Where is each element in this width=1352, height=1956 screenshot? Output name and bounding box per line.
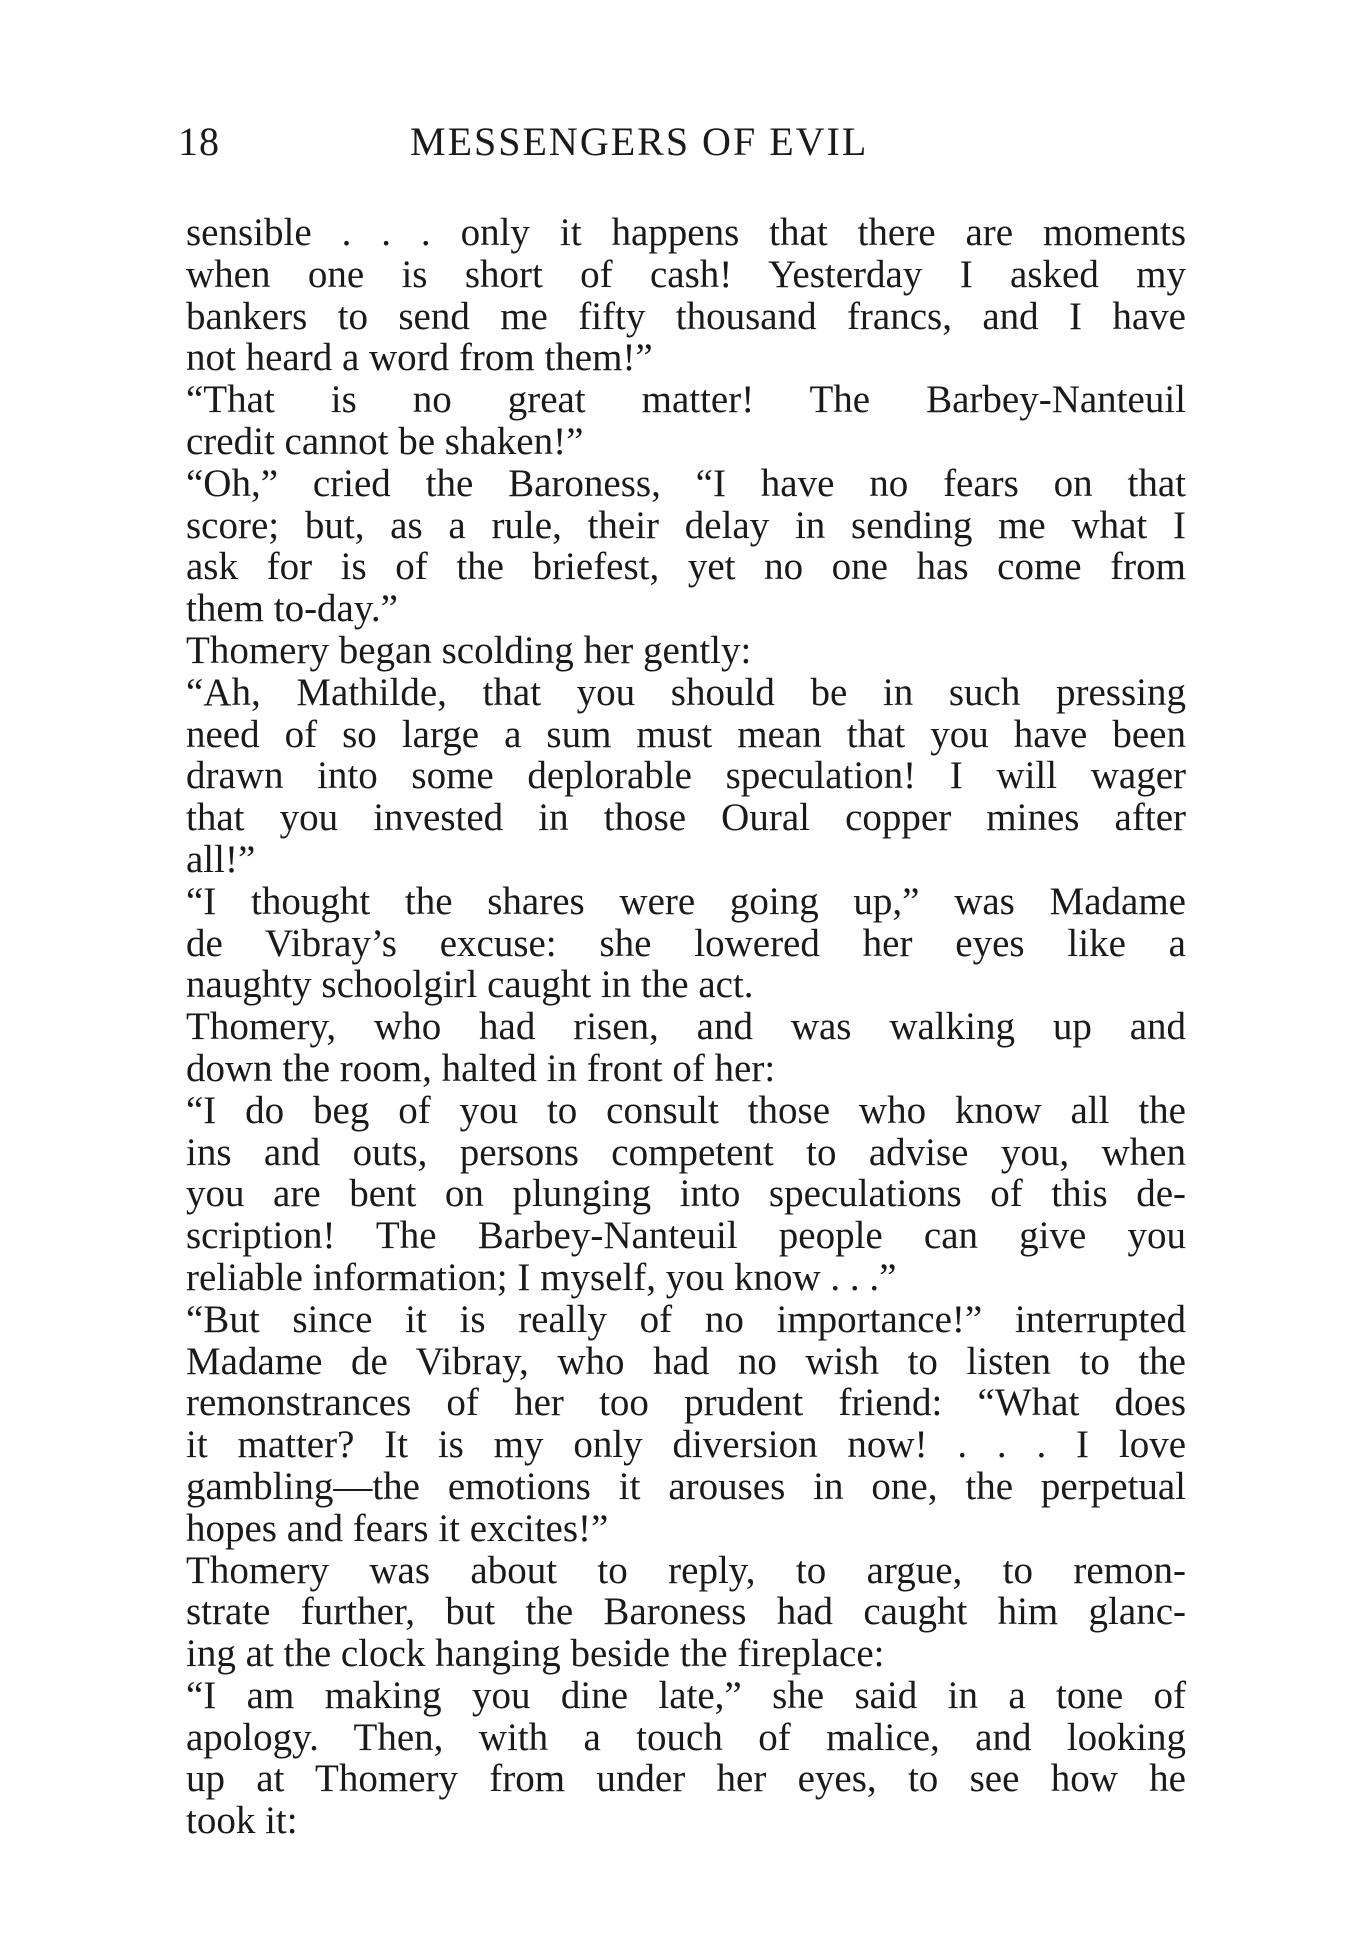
text-line: “Ah, Mathilde, that you should be in such pressing [186, 670, 1186, 714]
text-line: scription! The Barbey-Nanteuil people can give you [186, 1214, 1186, 1258]
running-title: MESSENGERS OF EVIL [410, 119, 869, 164]
text-line: not heard a word from them!” [186, 336, 653, 380]
text-line: down the room, halted in front of her: [186, 1046, 776, 1090]
text-line: drawn into some deplorable speculation! I will wager [186, 754, 1186, 798]
body-text [186, 212, 1186, 1842]
text-line: when one is short of cash! Yesterday I asked my [186, 252, 1186, 296]
text-line: “I am making you dine late,” she said in a tone of [186, 1673, 1186, 1717]
text-line: “I thought the shares were going up,” was Madame [186, 879, 1186, 923]
text-line: Thomery was about to reply, to argue, to remon- [186, 1548, 1186, 1592]
text-line: them to-day.” [186, 587, 398, 631]
text-line: Madame de Vibray, who had no wish to listen to the [186, 1339, 1186, 1383]
text-line: “Oh,” cried the Baroness, “I have no fears on that [186, 461, 1186, 505]
text-line: naughty schoolgirl caught in the act. [186, 963, 754, 1007]
text-line: hopes and fears it excites!” [186, 1506, 609, 1550]
text-line: ins and outs, persons competent to advise you, when [186, 1130, 1186, 1174]
text-line: “That is no great matter! The Barbey-Nanteuil [186, 378, 1186, 422]
text-line: “But since it is really of no importance!” interrupted [186, 1297, 1186, 1341]
text-line: credit cannot be shaken!” [186, 419, 584, 463]
text-line: bankers to send me fifty thousand francs, and I have [186, 294, 1186, 338]
text-line: it matter? It is my only diversion now! . . . I love [186, 1423, 1186, 1467]
text-line: all!” [186, 837, 256, 881]
text-line: sensible . . . only it happens that there are moments [186, 211, 1186, 254]
text-line: remonstrances of her too prudent friend: “What does [186, 1381, 1186, 1425]
text-line: gambling—the emotions it arouses in one, the perpetual [186, 1464, 1186, 1508]
text-line: that you invested in those Oural copper mines after [186, 796, 1186, 840]
page-header [178, 118, 1188, 178]
text-line: apology. Then, with a touch of malice, and looking [186, 1715, 1186, 1759]
text-line: up at Thomery from under her eyes, to see how he [186, 1757, 1186, 1801]
text-line: de Vibray’s excuse: she lowered her eyes like a [186, 921, 1186, 965]
text-line: “I do beg of you to consult those who know all the [186, 1088, 1186, 1132]
text-line: need of so large a sum must mean that you have been [186, 712, 1186, 756]
text-line: Thomery, who had risen, and was walking up and [186, 1005, 1186, 1049]
text-line: score; but, as a rule, their delay in sending me what I [186, 503, 1186, 547]
page-number: 18 [178, 119, 220, 164]
text-line: Thomery began scolding her gently: [186, 628, 752, 672]
text-line: ing at the clock hanging beside the fireplace: [186, 1632, 885, 1676]
text-line: strate further, but the Baroness had caught him glanc- [186, 1590, 1186, 1634]
text-line: took it: [186, 1799, 298, 1843]
text-line: ask for is of the briefest, yet no one has come from [186, 545, 1186, 589]
text-line: reliable information; I myself, you know . . .” [186, 1255, 897, 1299]
text-line: you are bent on plunging into speculations of this de- [186, 1172, 1186, 1216]
